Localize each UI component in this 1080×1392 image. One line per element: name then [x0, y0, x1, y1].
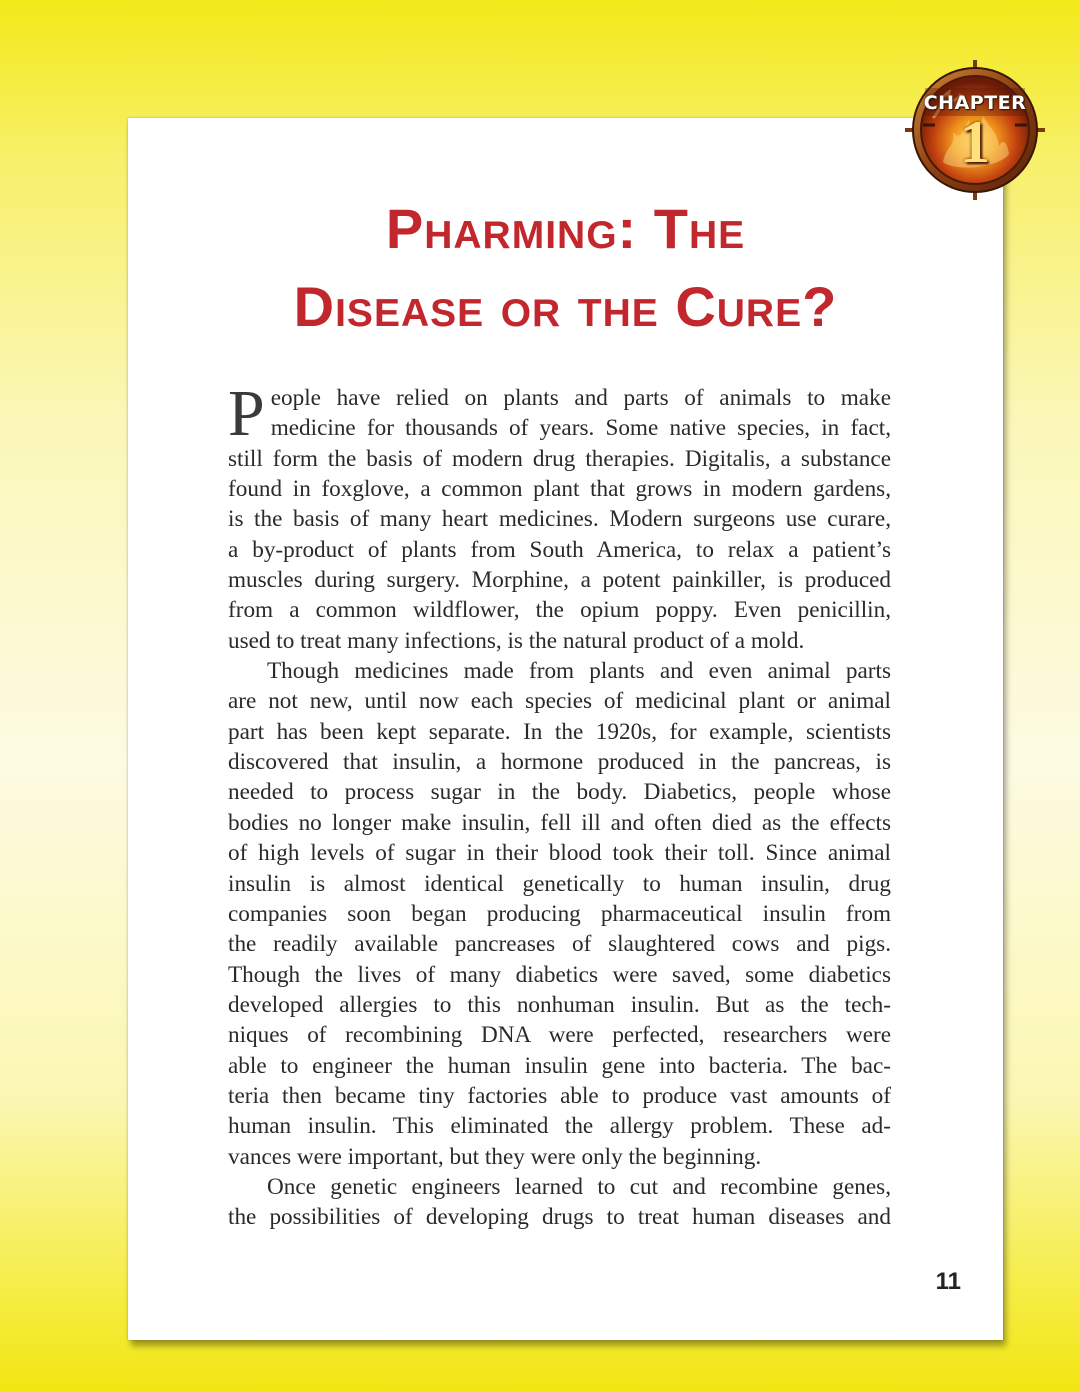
text-line: found in foxglove, a common plant that grows in modern gardens, [228, 476, 891, 503]
text-line: the readily available pancreases of slaughtered cows and pigs. [228, 931, 891, 958]
chapter-title [128, 190, 1003, 346]
paragraph-1 [228, 377, 891, 656]
text-line: insulin is almost identical genetically to human insulin, drug [228, 870, 891, 897]
paragraph-3 [228, 1172, 891, 1233]
text-line: Though the lives of many diabetics were saved, some diabetics [228, 961, 891, 988]
text-line: are not new, until now each species of medicinal plant or animal [228, 688, 891, 715]
chapter-title-line-1: Pharming: The [385, 197, 746, 260]
text-line: companies soon began producing pharmaceutical insulin from [228, 900, 891, 927]
drop-cap: P [228, 377, 265, 450]
text-line: able to engineer the human insulin gene into bacteria. The bac- [228, 1052, 891, 1079]
text-line: bodies no longer make insulin, fell ill and often died as the effects [228, 809, 891, 836]
text-line: Once genetic engineers learned to cut and recombine genes, [267, 1173, 891, 1200]
text-line: developed allergies to this nonhuman insulin. But as the tech- [228, 991, 891, 1018]
text-line: from a common wildflower, the opium poppy. Even penicillin, [228, 597, 891, 624]
text-line: Though medicines made from plants and even animal parts [267, 658, 891, 685]
text-line: niques of recombining DNA were perfected, researchers were [228, 1022, 891, 1049]
chapter-badge-number: 1 [960, 109, 990, 175]
chapter-title-line-2: Disease or the Cure? [293, 275, 838, 338]
text-line: muscles during surgery. Morphine, a potent painkiller, is produced [228, 567, 891, 594]
text-line: human insulin. This eliminated the allergy problem. These ad- [228, 1113, 891, 1140]
body-text [228, 377, 891, 1233]
text-line: still form the basis of modern drug therapies. Digitalis, a substance [228, 445, 891, 472]
text-line: of high levels of sugar in their blood took their toll. Since animal [228, 840, 891, 867]
text-line: the possibilities of developing drugs to treat human diseases and [228, 1204, 891, 1231]
text-line: is the basis of many heart medicines. Modern surgeons use curare, [228, 506, 891, 533]
text-line: needed to process sugar in the body. Diabetics, people whose [228, 779, 891, 806]
text-line: teria then became tiny factories able to produce vast amounts of [228, 1082, 891, 1109]
text-line: a by-product of plants from South America, to relax a patient’s [228, 536, 891, 563]
paragraph-2 [228, 656, 891, 1172]
book-page [128, 118, 1003, 1340]
page-number: 11 [935, 1268, 961, 1295]
text-line: used to treat many infections, is the natural product of a mold. [228, 627, 805, 654]
text-line: eople have relied on plants and parts of animals to make [270, 385, 891, 411]
text-line: medicine for thousands of years. Some native species, in fact, [270, 415, 891, 442]
text-line: part has been kept separate. In the 1920s, for example, scientists [228, 718, 891, 745]
chapter-badge-label: CHAPTER [923, 92, 1027, 114]
text-line: vances were important, but they were only the beginning. [228, 1143, 762, 1170]
chapter-badge [903, 58, 1047, 202]
text-line: discovered that insulin, a hormone produced in the pancreas, is [228, 749, 891, 776]
